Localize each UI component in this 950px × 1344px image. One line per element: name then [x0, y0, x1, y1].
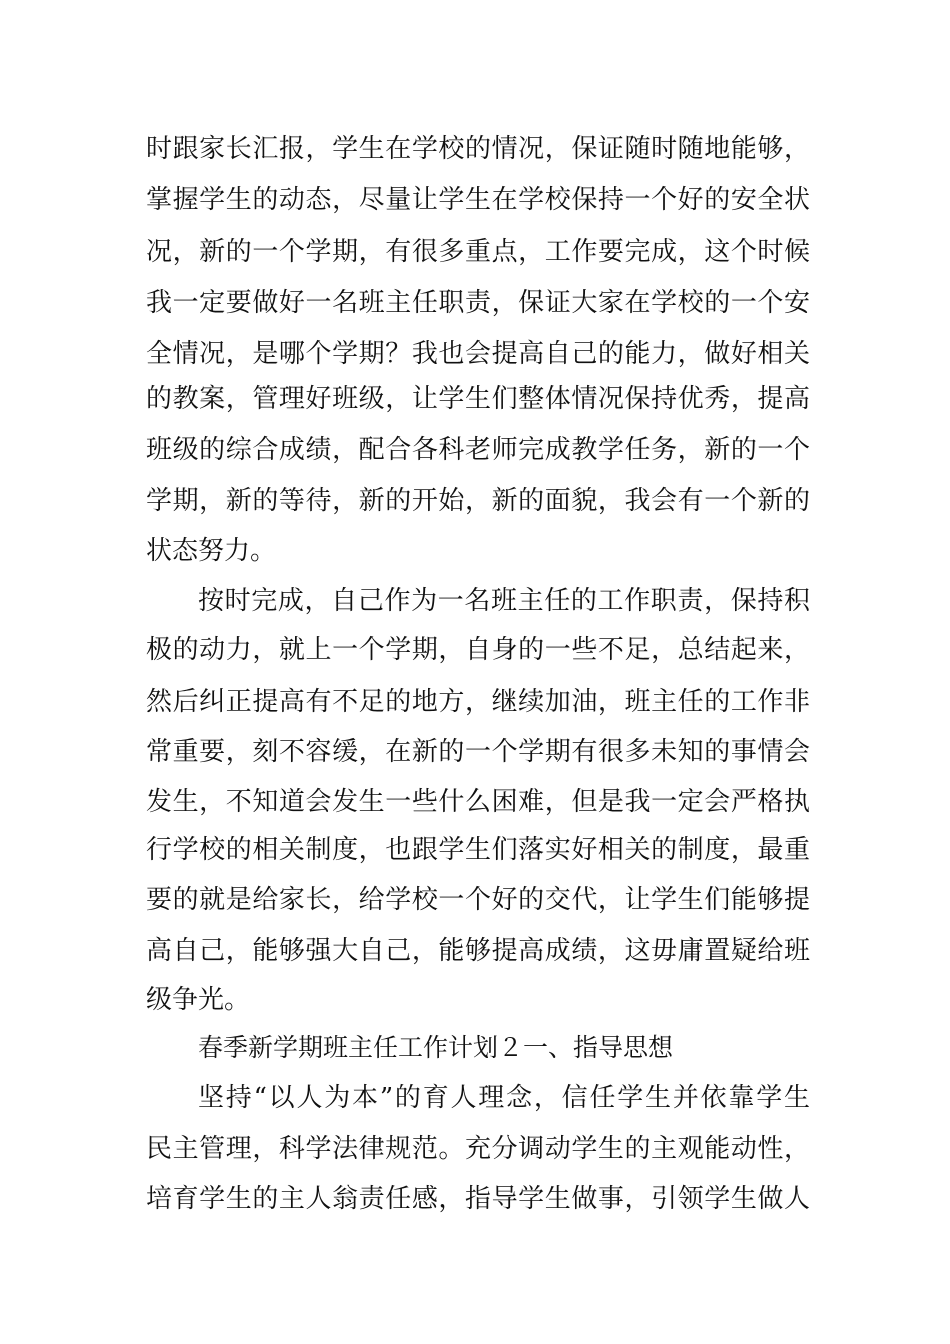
- paragraph-1-line-2: 掌握学生的动态，尽量让学生在学校保持一个好的安全状: [146, 185, 810, 215]
- paragraph-2-line-7: 要的就是给家长，给学校一个好的交代，让学生们能够提: [146, 885, 810, 915]
- paragraph-1-line-5: 全情况，是哪个学期？我也会提高自己的能力，做好相关: [146, 339, 810, 369]
- paragraph-3-line-3: 培育学生的主人翁责任感，指导学生做事，引领学生做人: [146, 1184, 810, 1214]
- paragraph-1-line-4: 我一定要做好一名班主任职责，保证大家在学校的一个安: [146, 288, 810, 318]
- paragraph-2-line-1: 按时完成，自己作为一名班主任的工作职责，保持积: [198, 586, 810, 616]
- paragraph-3-line-1: 坚持“以人为本”的育人理念，信任学生并依靠学生: [198, 1083, 810, 1113]
- section-heading: 春季新学期班主任工作计划２一、指导思想: [198, 1033, 674, 1062]
- paragraph-1-line-7: 班级的综合成绩，配合各科老师完成教学任务，新的一个: [146, 435, 810, 465]
- paragraph-1-line-6: 的教案，管理好班级，让学生们整体情况保持优秀，提高: [146, 384, 810, 414]
- paragraph-1-line-9: 状态努力。: [146, 536, 277, 566]
- paragraph-2-line-5: 发生，不知道会发生一些什么困难，但是我一定会严格执: [146, 787, 810, 817]
- paragraph-1-line-3: 况，新的一个学期，有很多重点，工作要完成，这个时候: [146, 237, 810, 267]
- paragraph-2-line-4: 常重要，刻不容缓，在新的一个学期有很多未知的事情会: [146, 737, 810, 767]
- paragraph-2-line-2: 极的动力，就上一个学期，自身的一些不足，总结起来，: [146, 635, 810, 665]
- paragraph-1-line-8: 学期，新的等待，新的开始，新的面貌，我会有一个新的: [146, 486, 810, 516]
- paragraph-1-line-1: 时跟家长汇报，学生在学校的情况，保证随时随地能够，: [146, 134, 810, 164]
- paragraph-3-line-2: 民主管理，科学法律规范。充分调动学生的主观能动性，: [146, 1134, 810, 1164]
- paragraph-2-line-3: 然后纠正提高有不足的地方，继续加油，班主任的工作非: [146, 687, 810, 717]
- paragraph-2-line-6: 行学校的相关制度，也跟学生们落实好相关的制度，最重: [146, 835, 810, 865]
- paragraph-2-line-8: 高自己，能够强大自己，能够提高成绩，这毋庸置疑给班: [146, 936, 810, 966]
- paragraph-2-line-9: 级争光。: [146, 985, 251, 1015]
